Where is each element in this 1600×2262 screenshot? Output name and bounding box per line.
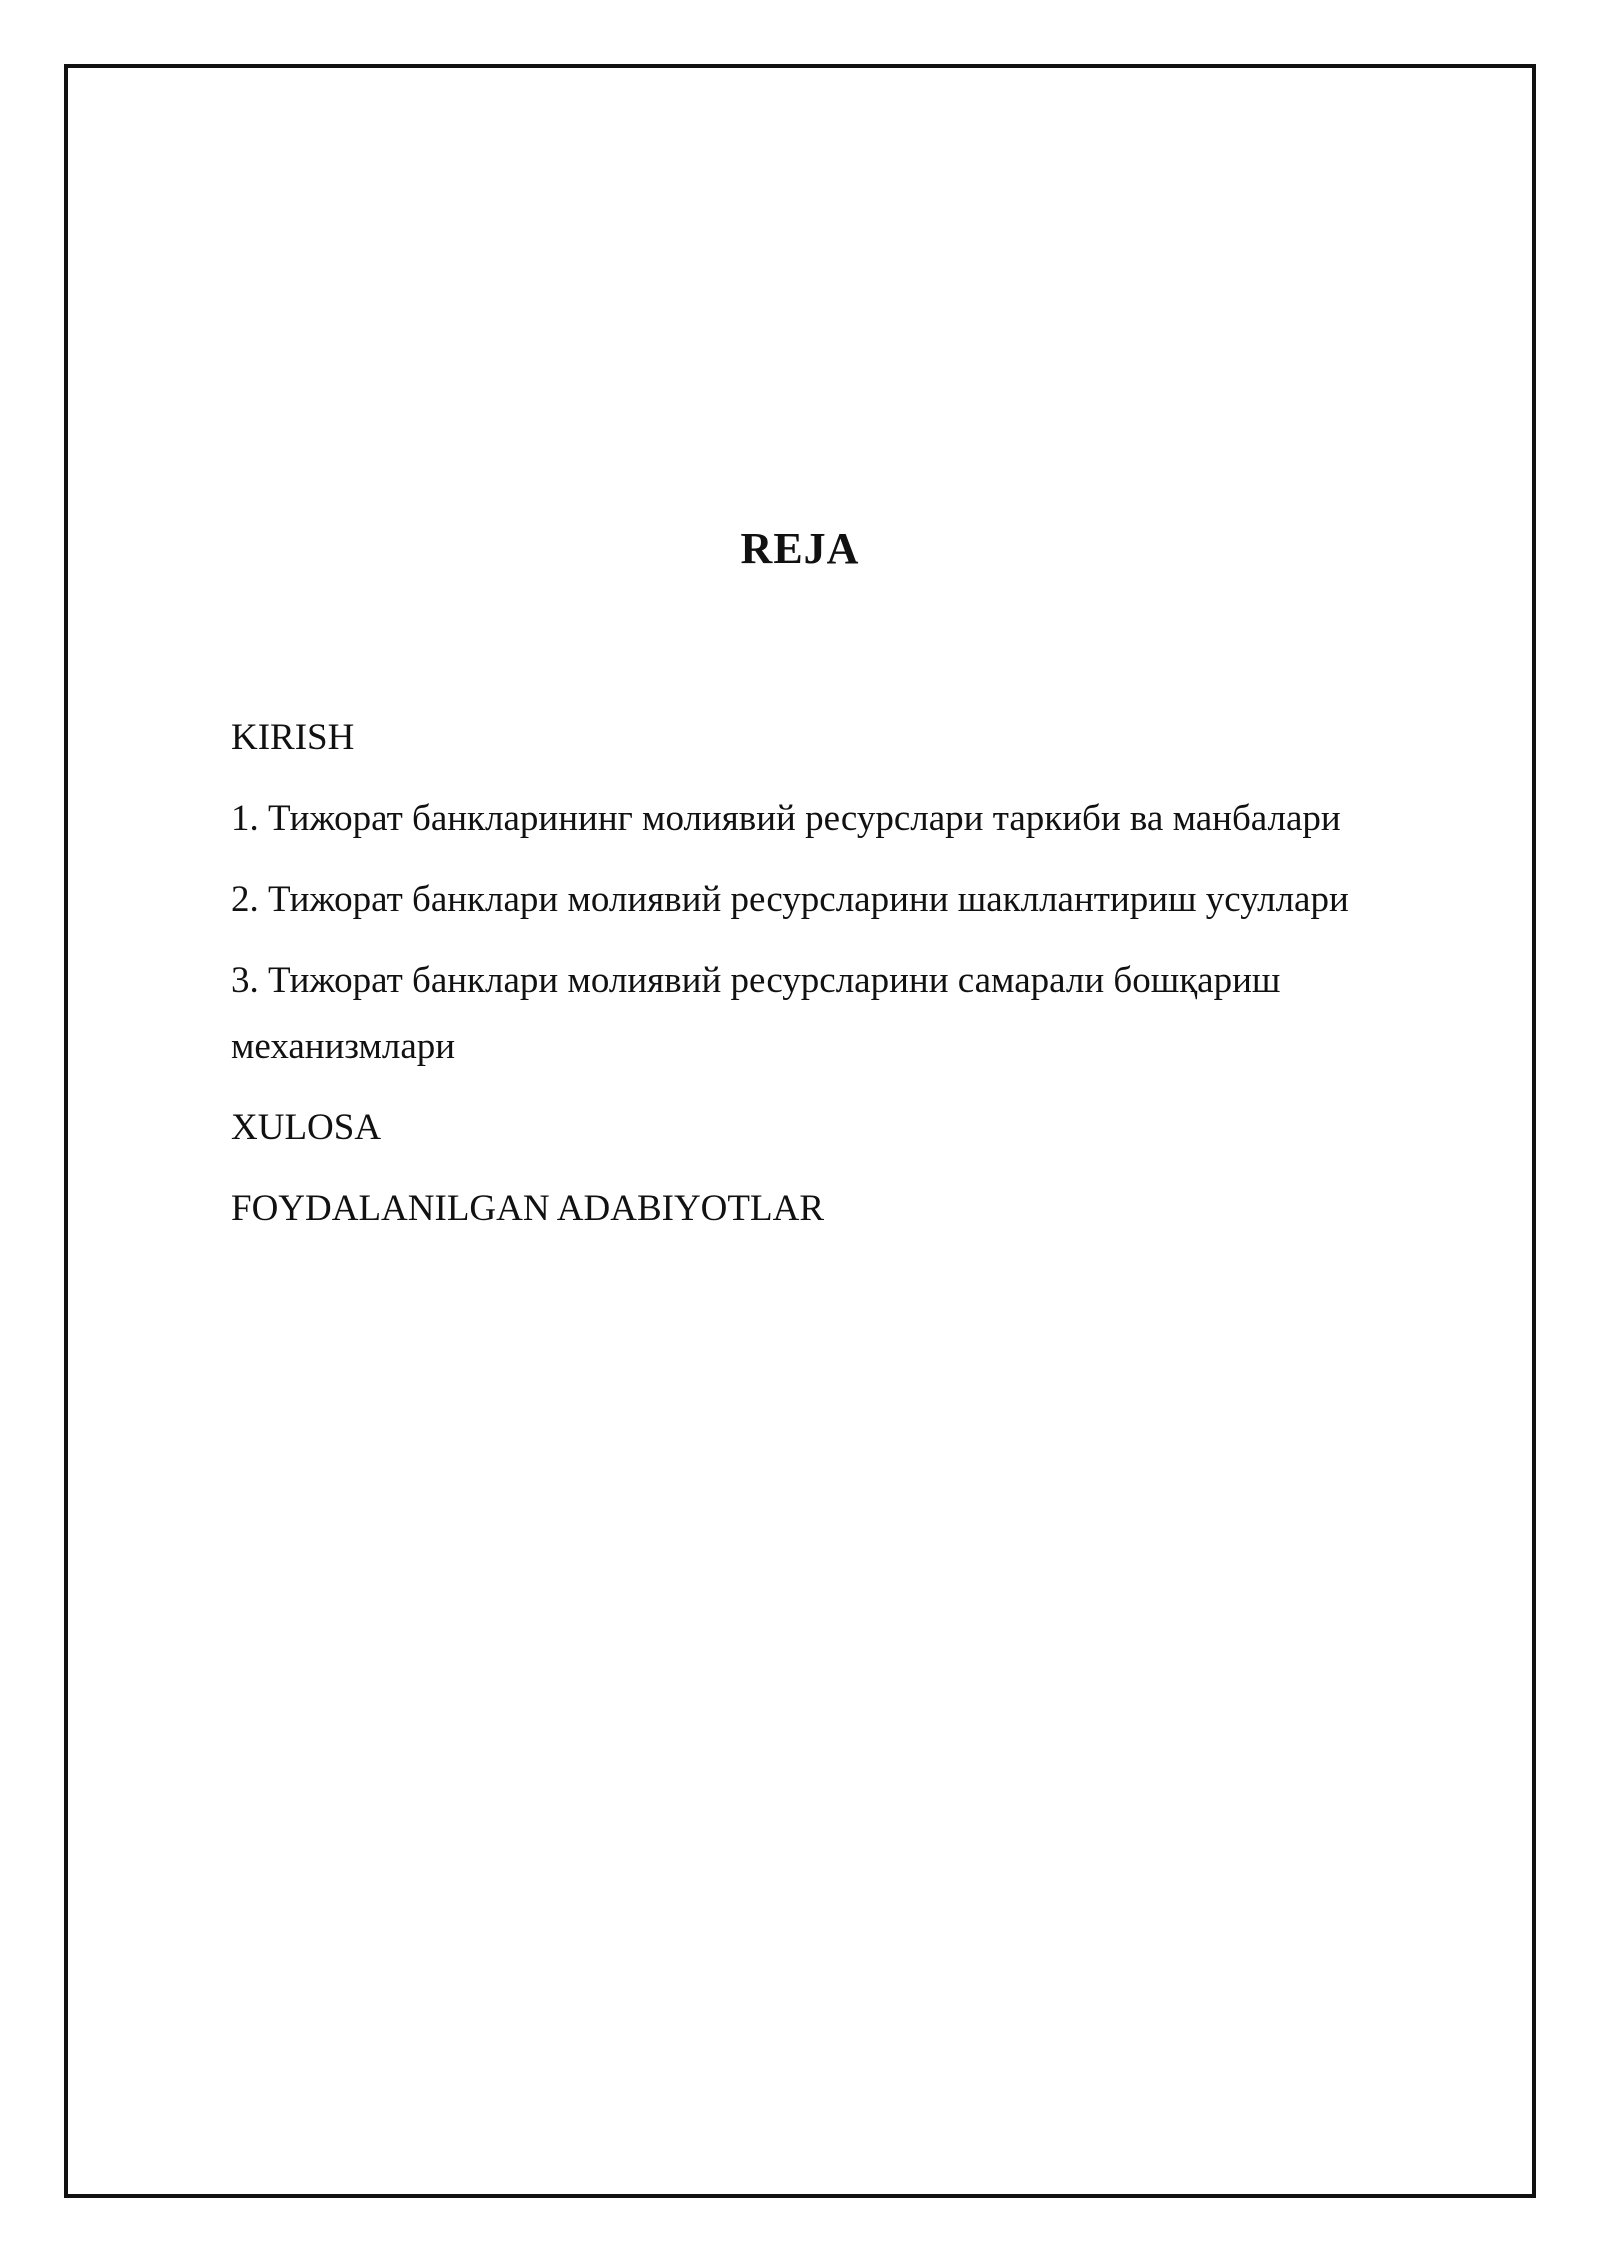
outline-item-conclusion: XULOSA	[231, 1107, 382, 1148]
outline-item-introduction: KIRISH	[231, 717, 355, 758]
plan-outline	[231, 705, 1471, 1257]
outline-item-chapter-3: 3. Тижорат банклари молиявий ресурсларини самарали бошқариш механизмлари	[231, 960, 1281, 1067]
outline-item-references: FOYDALANILGAN ADABIYOTLAR	[231, 1188, 824, 1229]
outline-item-chapter-2: 2. Тижорат банклари молиявий ресурсларини шакллантириш усуллари	[231, 879, 1349, 920]
page-frame	[64, 64, 1536, 2198]
outline-item-chapter-1: 1. Тижорат банкларининг молиявий ресурслари таркиби ва манбалари	[231, 798, 1341, 839]
page-title: REJA	[740, 524, 860, 573]
